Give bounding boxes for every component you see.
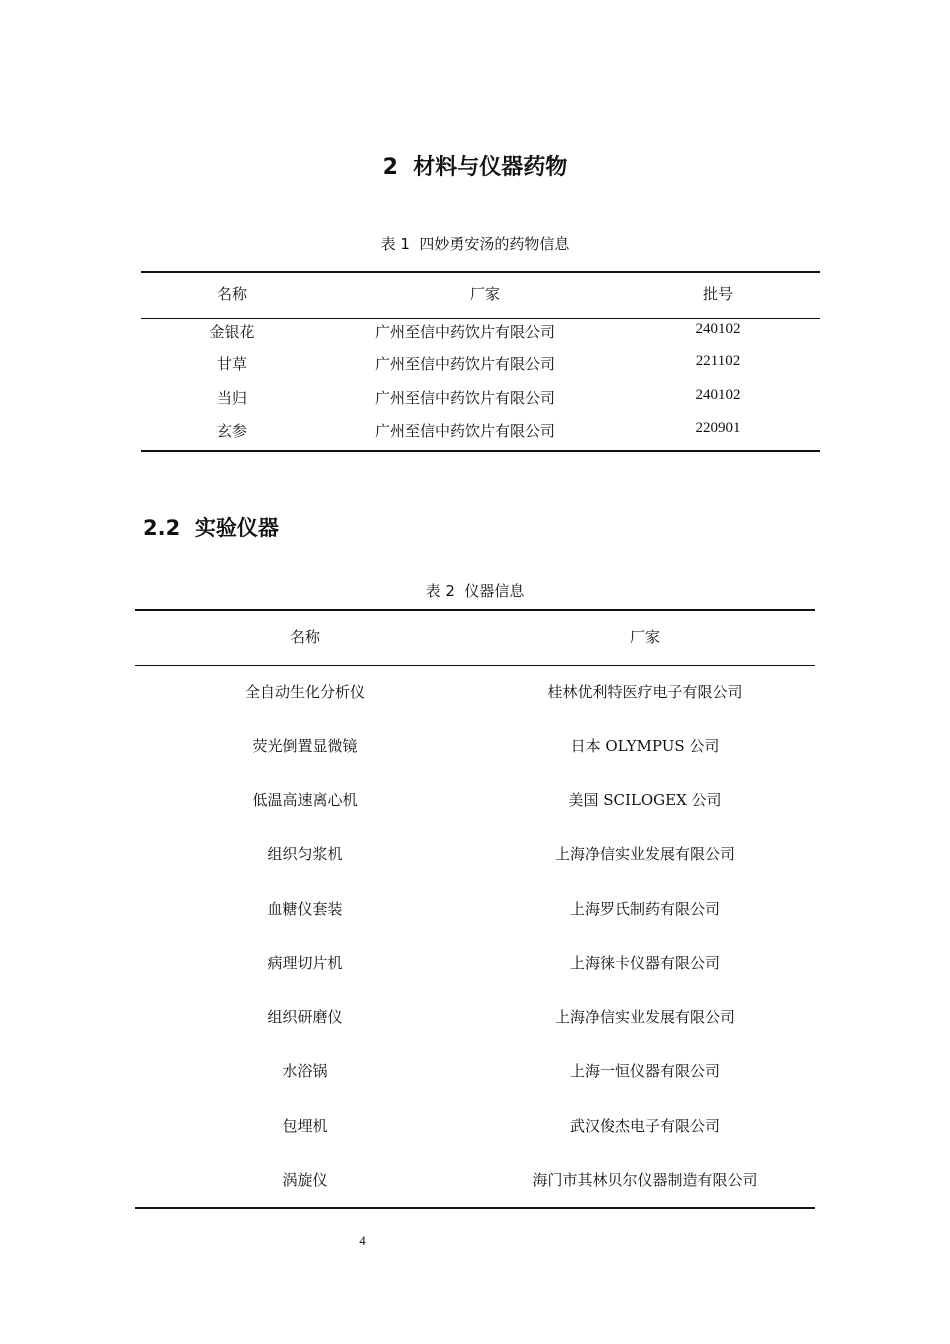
page-number: 4 — [359, 1233, 366, 1248]
table1-cell: 广州至信中药饮片有限公司 — [374, 323, 555, 341]
table2-cell: 海门市其林贝尔仪器制造有限公司 — [532, 1171, 758, 1189]
table2-cell: 上海净信实业发展有限公司 — [554, 1008, 735, 1026]
table1-cell: 金银花 — [209, 323, 255, 341]
table1-caption: 表 1 四妙勇安汤的药物信息 — [380, 235, 570, 253]
table2-caption: 表 2 仪器信息 — [425, 582, 525, 600]
table2-cell: 荧光倒置显微镜 — [252, 737, 358, 755]
table2-cell: 病理切片机 — [267, 954, 343, 972]
table1-header-name: 名称 — [216, 285, 247, 303]
section-title: 2 材料与仪器药物 — [382, 155, 568, 180]
subsection-title: 2.2 实验仪器 — [143, 516, 279, 540]
table2-cell: 组织研磨仪 — [267, 1008, 343, 1026]
table1-cell: 221102 — [695, 353, 741, 369]
table1-cell: 广州至信中药饮片有限公司 — [374, 389, 555, 407]
table2-cell: 美国 SCILOGEX 公司 — [568, 791, 722, 809]
table2-cell: 武汉俊杰电子有限公司 — [569, 1117, 720, 1135]
table1-header-maker: 厂家 — [469, 285, 500, 303]
table1-cell: 广州至信中药饮片有限公司 — [374, 422, 555, 440]
table2-top-rule — [135, 609, 815, 611]
table2-cell: 血糖仪套装 — [267, 900, 343, 918]
table1-cell: 240102 — [695, 321, 741, 337]
table1-cell: 220901 — [695, 420, 741, 436]
table1-cell: 甘草 — [216, 355, 247, 373]
table2-header-rule — [135, 665, 815, 666]
table1-top-rule — [141, 271, 820, 273]
table2-cell: 涡旋仪 — [282, 1171, 328, 1189]
table2-cell: 组织匀浆机 — [267, 845, 343, 863]
table2-cell: 全自动生化分析仪 — [244, 683, 365, 701]
table1-cell: 当归 — [216, 389, 247, 407]
table1-cell: 玄参 — [216, 422, 247, 440]
table2-header-name: 名称 — [289, 628, 320, 646]
table2-header-maker: 厂家 — [629, 628, 660, 646]
table1-cell: 240102 — [695, 387, 741, 403]
table2-cell: 上海一恒仪器有限公司 — [569, 1062, 720, 1080]
table1-header-rule — [141, 318, 820, 319]
table2-cell: 上海徕卡仪器有限公司 — [569, 954, 720, 972]
table2-cell: 上海罗氏制药有限公司 — [569, 900, 720, 918]
table2-cell: 上海净信实业发展有限公司 — [554, 845, 735, 863]
table2-cell: 桂林优利特医疗电子有限公司 — [547, 683, 743, 701]
table2-cell: 水浴锅 — [282, 1062, 328, 1080]
table1-cell: 广州至信中药饮片有限公司 — [374, 355, 555, 373]
table2-cell: 日本 OLYMPUS 公司 — [570, 737, 720, 755]
table2-bottom-rule — [135, 1207, 815, 1209]
table1-header-batch: 批号 — [702, 285, 733, 303]
table1-bottom-rule — [141, 450, 820, 452]
table2-cell: 包埋机 — [282, 1117, 328, 1135]
table2-cell: 低温高速离心机 — [252, 791, 358, 809]
